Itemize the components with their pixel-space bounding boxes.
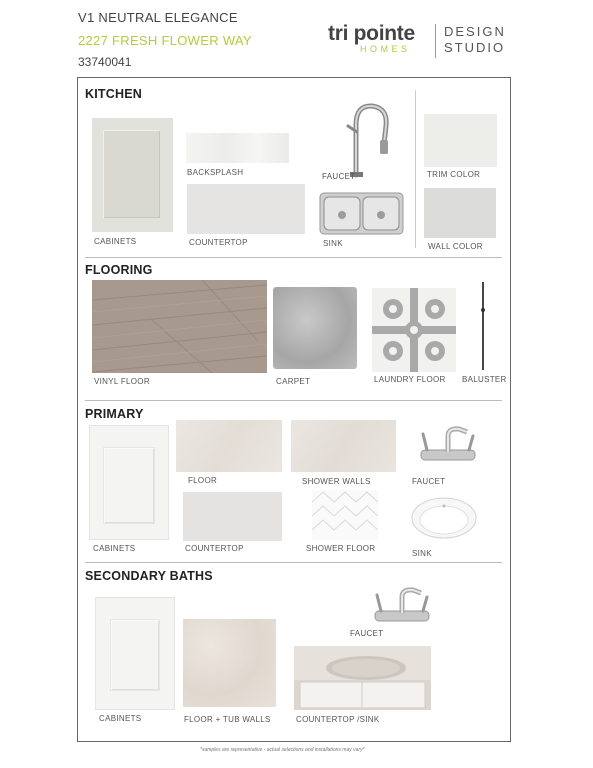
floor-tub-walls-label: FLOOR + TUB WALLS xyxy=(184,715,271,724)
secondary-title: SECONDARY BATHS xyxy=(85,569,213,583)
tri-pointe-logo xyxy=(328,24,508,60)
shower-floor-swatch xyxy=(312,490,378,540)
vinyl-floor-label: VINYL FLOOR xyxy=(94,377,150,386)
kitchen-rule xyxy=(85,257,502,258)
kitchen-countertop-swatch xyxy=(187,184,305,234)
floor-tub-walls-swatch xyxy=(183,619,276,707)
lot-number: 33740041 xyxy=(78,55,132,69)
primary-countertop-swatch xyxy=(183,492,282,541)
kitchen-title: KITCHEN xyxy=(85,87,142,101)
secondary-faucet-label: FAUCET xyxy=(350,629,384,638)
secondary-cabinet-swatch xyxy=(96,598,174,709)
kitchen-countertop-label: COUNTERTOP xyxy=(189,238,248,247)
laundry-floor-swatch xyxy=(372,288,456,372)
trim-color-swatch xyxy=(424,114,497,167)
address: 2227 FRESH FLOWER WAY xyxy=(78,33,252,48)
countertop-sink-label: COUNTERTOP /SINK xyxy=(296,715,380,724)
logo-studio: STUDIO xyxy=(444,40,506,55)
kitchen-cabinet-swatch xyxy=(92,118,173,232)
laundry-floor-label: LAUNDRY FLOOR xyxy=(374,375,446,384)
carpet-swatch xyxy=(273,287,357,369)
baluster-image xyxy=(477,280,489,372)
primary-floor-label: FLOOR xyxy=(188,476,218,485)
logo-design: DESIGN xyxy=(444,24,506,39)
flooring-title: FLOORING xyxy=(85,263,153,277)
primary-cabinets-label: CABINETS xyxy=(93,544,136,553)
baluster-label: BALUSTER xyxy=(462,375,507,384)
kitchen-backsplash-label: BACKSPLASH xyxy=(187,168,244,177)
logo-wordmark: tri pointe xyxy=(328,22,415,45)
carpet-label: CARPET xyxy=(276,377,311,386)
primary-floor-swatch xyxy=(176,420,282,472)
logo-homes: HOMES xyxy=(360,44,411,54)
trim-color-label: TRIM COLOR xyxy=(427,170,481,179)
primary-countertop-label: COUNTERTOP xyxy=(185,544,244,553)
flooring-rule xyxy=(85,400,502,401)
primary-title: PRIMARY xyxy=(85,407,144,421)
primary-rule xyxy=(85,562,502,563)
shower-floor-label: SHOWER FLOOR xyxy=(306,544,376,553)
scheme-name: V1 NEUTRAL ELEGANCE xyxy=(78,10,238,25)
primary-sink-image xyxy=(410,496,478,540)
kitchen-divider xyxy=(415,90,416,248)
wall-color-swatch xyxy=(424,188,496,238)
logo-design-studio xyxy=(444,24,506,56)
secondary-cabinets-label: CABINETS xyxy=(99,714,142,723)
kitchen-faucet-label: FAUCET xyxy=(322,172,356,181)
primary-faucet-image xyxy=(417,420,479,466)
kitchen-faucet-image xyxy=(336,100,396,180)
kitchen-sink-label: SINK xyxy=(323,239,343,248)
primary-cabinet-swatch xyxy=(90,426,168,539)
shower-walls-label: SHOWER WALLS xyxy=(302,477,371,486)
disclaimer: *samples are representative - actual selections and installations may vary* xyxy=(200,747,365,753)
countertop-sink-image xyxy=(294,646,431,710)
vinyl-floor-swatch xyxy=(92,280,267,373)
wall-color-label: WALL COLOR xyxy=(428,242,483,251)
kitchen-sink-image xyxy=(319,192,404,235)
kitchen-backsplash-swatch xyxy=(186,133,289,163)
secondary-faucet-image xyxy=(371,581,433,627)
kitchen-cabinets-label: CABINETS xyxy=(94,237,137,246)
primary-sink-label: SINK xyxy=(412,549,432,558)
primary-faucet-label: FAUCET xyxy=(412,477,446,486)
logo-divider xyxy=(435,24,436,58)
shower-walls-swatch xyxy=(291,420,396,472)
